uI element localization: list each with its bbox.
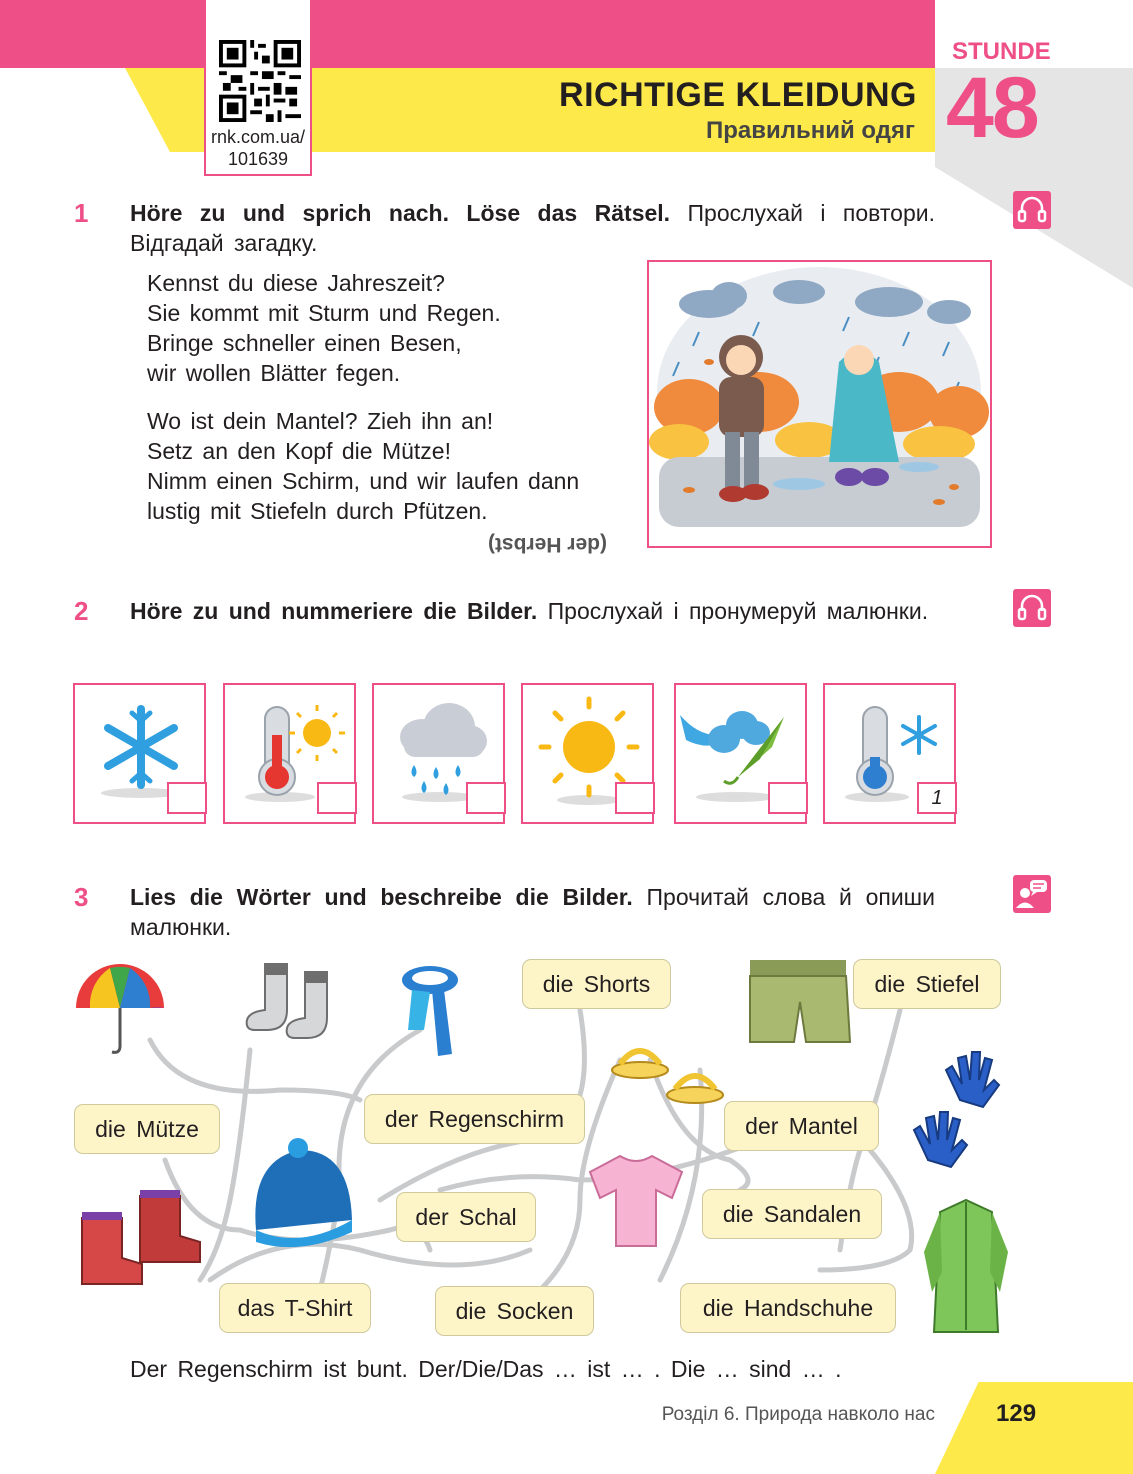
socks-picture [247, 964, 327, 1038]
instruction-de: Höre zu und nummeriere die Bilder. [130, 598, 538, 624]
label-muetze[interactable]: die Mütze [74, 1104, 220, 1154]
exercise-1-number: 1 [74, 198, 89, 228]
connector-line [210, 1244, 530, 1280]
label-stiefel[interactable]: die Stiefel [853, 959, 1001, 1009]
weather-picture-2 [223, 683, 356, 824]
weather-picture-6 [823, 683, 956, 824]
weather-picture-5 [674, 683, 807, 824]
gloves-picture [914, 1052, 999, 1167]
exercise-2-instruction [130, 596, 935, 626]
footer-section: Розділ 6. Природа навколо нас [661, 1404, 935, 1425]
poem-line: lustig mit Stiefeln durch Pfützen. [147, 498, 488, 524]
instruction-de: Höre zu und sprich nach. Löse das Rätsel. [130, 200, 671, 226]
t-shirt-picture [590, 1156, 682, 1246]
exercise-3-number: 3 [74, 882, 89, 912]
number-box[interactable]: 1 [917, 782, 957, 814]
poem-line: Setz an den Kopf die Mütze! [147, 438, 451, 464]
qr-link-text[interactable] [206, 126, 310, 170]
shorts-picture [750, 960, 850, 1042]
headphones-icon[interactable] [1013, 191, 1051, 229]
headphones-icon[interactable] [1013, 589, 1051, 627]
number-box[interactable] [615, 782, 655, 814]
instruction-ua: Прослухай і пронумеруй малюнки. [547, 598, 929, 624]
lesson-number: 48 [946, 60, 1038, 156]
instruction-ua: Прослухай і повтори. Відгадай загадку. [130, 200, 935, 256]
poem-line: Bringe schneller einen Besen, [147, 330, 462, 356]
poem-line: Wo ist dein Mantel? Zieh ihn an! [147, 408, 494, 434]
weather-picture-1 [73, 683, 206, 824]
label-socken[interactable]: die Socken [435, 1286, 594, 1336]
poem-line: wir wollen Blätter fegen. [147, 360, 401, 386]
label-sandalen[interactable]: die Sandalen [702, 1189, 882, 1239]
poem-line: Nimm einen Schirm, und wir laufen dann [147, 468, 580, 494]
speech-person-icon[interactable] [1013, 875, 1051, 913]
qr-url[interactable]: rnk.com.ua/ [210, 127, 306, 147]
label-mantel[interactable]: der Mantel [724, 1101, 879, 1151]
poem-stanza-2 [147, 406, 579, 526]
label-shorts[interactable]: die Shorts [522, 959, 671, 1009]
label-tshirt[interactable]: das T-Shirt [219, 1283, 371, 1333]
label-regenschirm[interactable]: der Regenschirm [364, 1094, 585, 1144]
task-sentence: Der Regenschirm ist bunt. Der/Die/Das … ist … . Die … sind … . [130, 1356, 842, 1382]
label-schal[interactable]: der Schal [396, 1192, 536, 1242]
label-handschuhe[interactable]: die Handschuhe [680, 1283, 896, 1333]
number-box[interactable] [768, 782, 808, 814]
qr-code-number[interactable]: 101639 [227, 149, 289, 169]
poem-line: Sie kommt mit Sturm und Regen. [147, 300, 501, 326]
qr-code-icon[interactable] [219, 40, 301, 122]
exercise-2-number: 2 [74, 596, 89, 626]
exercise-1-instruction [130, 198, 935, 258]
riddle-answer-upside-down: (der Herbst) [488, 533, 608, 556]
boots-picture [82, 1190, 200, 1284]
number-box[interactable] [317, 782, 357, 814]
poem-stanza-1 [147, 268, 501, 388]
autumn-rain-illustration [647, 260, 992, 548]
exercise-3-instruction [130, 882, 935, 942]
weather-picture-3 [372, 683, 505, 824]
coat-picture [924, 1200, 1008, 1332]
stunde-label: STUNDE [952, 38, 1051, 65]
qr-box[interactable] [204, 0, 312, 176]
weather-picture-4 [521, 683, 654, 824]
scarf-picture [402, 966, 458, 1056]
number-box[interactable] [167, 782, 207, 814]
instruction-de: Lies die Wörter und beschreibe die Bilder. [130, 884, 633, 910]
instruction-ua: Прочитай слова й опиши малюнки. [130, 884, 935, 940]
page-title: RICHTIGE KLEIDUNG [559, 76, 917, 114]
footer-yellow-band [935, 1382, 1133, 1474]
page-number: 129 [996, 1400, 1037, 1427]
header-pink-band [0, 0, 935, 68]
connector-line [150, 1040, 360, 1100]
page-subtitle: Правильний одяг [705, 117, 915, 144]
number-box[interactable] [466, 782, 506, 814]
poem-line: Kennst du diese Jahreszeit? [147, 270, 445, 296]
sandals-picture [612, 1051, 723, 1103]
